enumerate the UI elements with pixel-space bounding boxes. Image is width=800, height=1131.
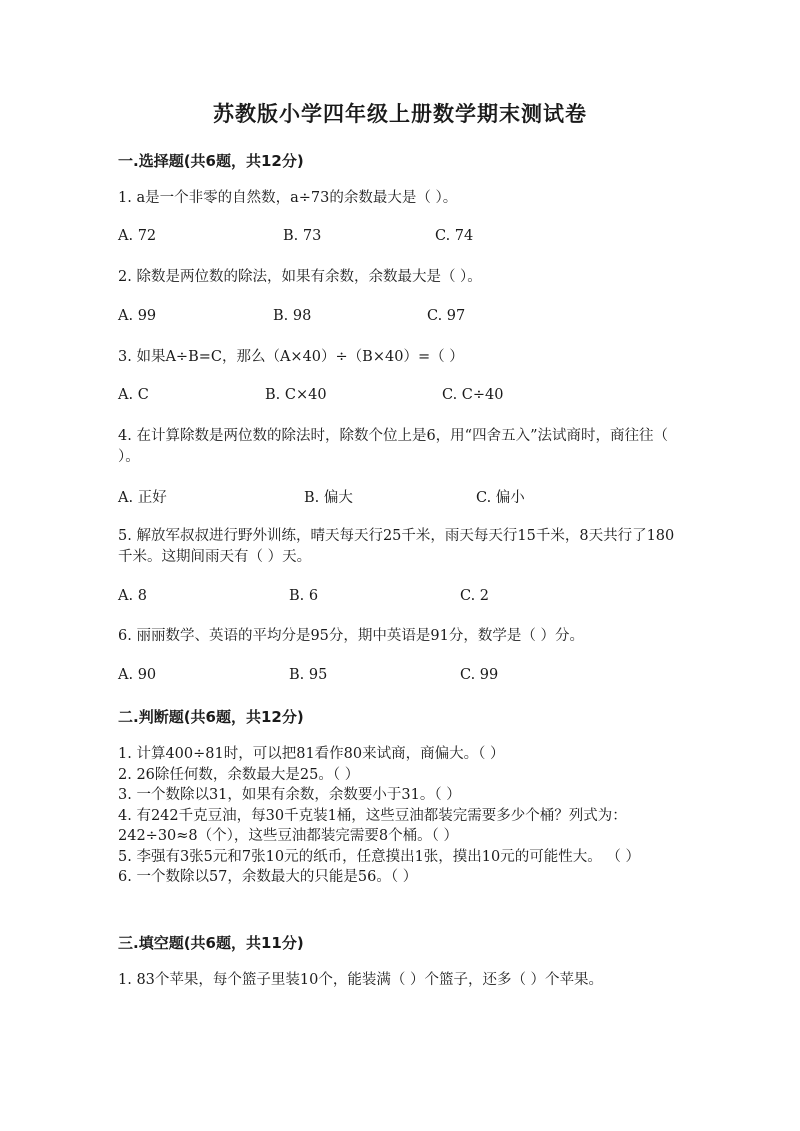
choice-question-6: 6. 丽丽数学、英语的平均分是95分，期中英语是91分，数学是（ ）分。 [118,628,584,644]
option-a: A. 90 [118,667,157,683]
section-heading-fill: 三.填空题(共6题，共11分) [118,934,304,952]
option-c: C. 偏小 [476,490,525,506]
option-a: A. C [118,387,149,403]
option-a: A. 72 [118,228,157,244]
choice-options-1 [118,228,678,250]
option-b: B. 98 [273,308,312,324]
option-c: C. C÷40 [442,387,504,403]
option-c: C. 97 [427,308,466,324]
exam-title: 苏教版小学四年级上册数学期末测试卷 [213,101,587,126]
option-b: B. 6 [289,588,319,604]
option-a: A. 正好 [118,490,167,506]
choice-question-4: 4. 在计算除数是两位数的除法时，除数个位上是6，用“四舍五入”法试商时，商往往（ ）。 [118,428,668,465]
choice-question-1: 1. a是一个非零的自然数，a÷73的余数最大是（ ）。 [118,190,458,206]
section-heading-judge: 二.判断题(共6题，共12分) [118,708,304,726]
judge-item-1: 1. 计算400÷81时，可以把81看作80来试商，商偏大。（ ） [118,746,505,762]
option-c: C. 2 [460,588,490,604]
choice-options-5 [118,588,678,610]
option-c: C. 99 [460,667,499,683]
judge-item-6: 6. 一个数除以57，余数最大的只能是56。（ ） [118,869,418,885]
section-heading-choice: 一.选择题(共6题，共12分) [118,152,304,170]
option-b: B. 95 [289,667,328,683]
option-b: B. 73 [283,228,322,244]
judge-list [118,744,678,888]
judge-item-5: 5. 李强有3张5元和7张10元的纸币，任意摸出1张，摸出10元的可能性大。 （ ） [118,848,640,865]
choice-options-3 [118,387,678,409]
judge-item-3: 3. 一个数除以31，如果有余数，余数要小于31。（ ） [118,787,461,803]
option-b: B. C×40 [265,387,327,403]
choice-options-6 [118,667,678,689]
option-b: B. 偏大 [304,490,353,506]
choice-options-4 [118,486,678,508]
judge-item-4: 4. 有242千克豆油，每30千克装1桶，这些豆油都装完需要多少个桶？列式为：242÷30≈8（个），这些豆油都装完需要8个桶。（ ） [118,807,627,844]
choice-question-2: 2. 除数是两位数的除法，如果有余数，余数最大是（ ）。 [118,269,482,285]
option-c: C. 74 [435,228,474,244]
option-a: A. 8 [118,588,147,604]
judge-item-2: 2. 26除任何数，余数最大是25。（ ） [118,766,360,783]
choice-question-3: 3. 如果A÷B=C，那么（A×40）÷（B×40）=（ ） [118,349,464,365]
choice-question-5: 5. 解放军叔叔进行野外训练，晴天每天行25千米，雨天每天行15千米，8天共行了180千米。这期间雨天有（ ）天。 [118,528,675,565]
option-a: A. 99 [118,308,157,324]
fill-question-1: 1. 83个苹果，每个篮子里装10个，能装满（ ）个篮子，还多（ ）个苹果。 [118,972,604,988]
choice-options-2 [118,308,678,330]
